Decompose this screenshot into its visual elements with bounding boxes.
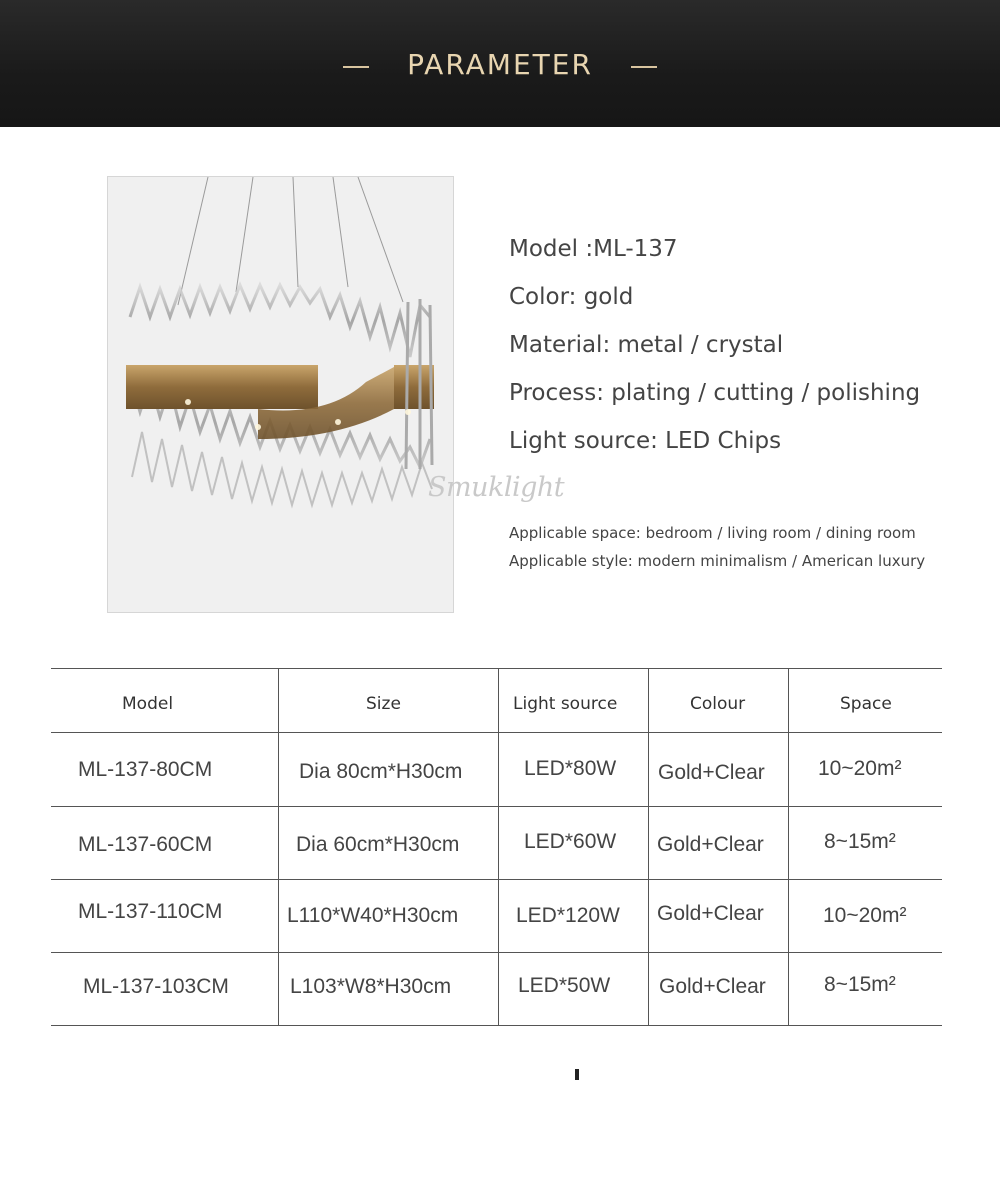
- table-header-light-source: Light source: [513, 694, 618, 714]
- spec-applicable-style: Applicable style: modern minimalism / American luxury: [509, 552, 926, 570]
- table-header-space: Space: [840, 694, 892, 714]
- table-cell-space: 8~15m²: [824, 830, 896, 853]
- chandelier-illustration: [108, 177, 455, 614]
- table-rule: [51, 879, 942, 880]
- table-cell-space: 10~20m²: [823, 904, 907, 927]
- table-cell-size: L103*W8*H30cm: [290, 975, 452, 998]
- table-cell-model: ML-137-80CM: [78, 758, 213, 781]
- table-cell-colour: Gold+Clear: [657, 902, 764, 925]
- table-cell-model: ML-137-60CM: [78, 833, 213, 856]
- table-cell-light: LED*120W: [516, 904, 620, 927]
- spec-light-source: Light source: LED Chips: [509, 428, 782, 454]
- table-cell-colour: Gold+Clear: [659, 975, 766, 998]
- table-cell-light: LED*50W: [518, 974, 611, 997]
- table-cell-model: ML-137-110CM: [78, 900, 223, 923]
- table-rule: [51, 952, 942, 953]
- table-col-divider: [278, 668, 279, 1026]
- table-cell-light: LED*80W: [524, 757, 617, 780]
- table-rule: [51, 806, 942, 807]
- spec-applicable-space: Applicable space: bedroom / living room / dining room: [509, 524, 916, 542]
- spec-model: Model :ML-137: [509, 236, 678, 262]
- table-header-size: Size: [366, 694, 401, 714]
- product-image: [107, 176, 454, 613]
- spec-color: Color: gold: [509, 284, 634, 310]
- table-cell-space: 10~20m²: [818, 757, 902, 780]
- banner-title: PARAMETER: [407, 48, 593, 81]
- table-cell-size: Dia 80cm*H30cm: [299, 760, 463, 783]
- table-cell-size: Dia 60cm*H30cm: [296, 833, 460, 856]
- stray-mark: [575, 1069, 579, 1080]
- table-cell-model: ML-137-103CM: [83, 975, 229, 998]
- table-rule: [51, 1025, 942, 1026]
- table-col-divider: [788, 668, 789, 1026]
- table-col-divider: [648, 668, 649, 1026]
- table-col-divider: [498, 668, 499, 1026]
- table-cell-light: LED*60W: [524, 830, 617, 853]
- header-banner: [0, 0, 1000, 127]
- table-rule: [51, 668, 942, 669]
- table-cell-space: 8~15m²: [824, 973, 896, 996]
- table-cell-colour: Gold+Clear: [658, 761, 765, 784]
- brand-watermark: Smuklight: [428, 472, 565, 503]
- table-cell-colour: Gold+Clear: [657, 833, 764, 856]
- spec-material: Material: metal / crystal: [509, 332, 784, 358]
- banner-dash-right: [631, 66, 657, 68]
- table-header-model: Model: [122, 694, 174, 714]
- table-cell-size: L110*W40*H30cm: [287, 904, 459, 927]
- table-header-colour: Colour: [690, 694, 746, 714]
- spec-process: Process: plating / cutting / polishing: [509, 380, 921, 406]
- table-rule: [51, 732, 942, 733]
